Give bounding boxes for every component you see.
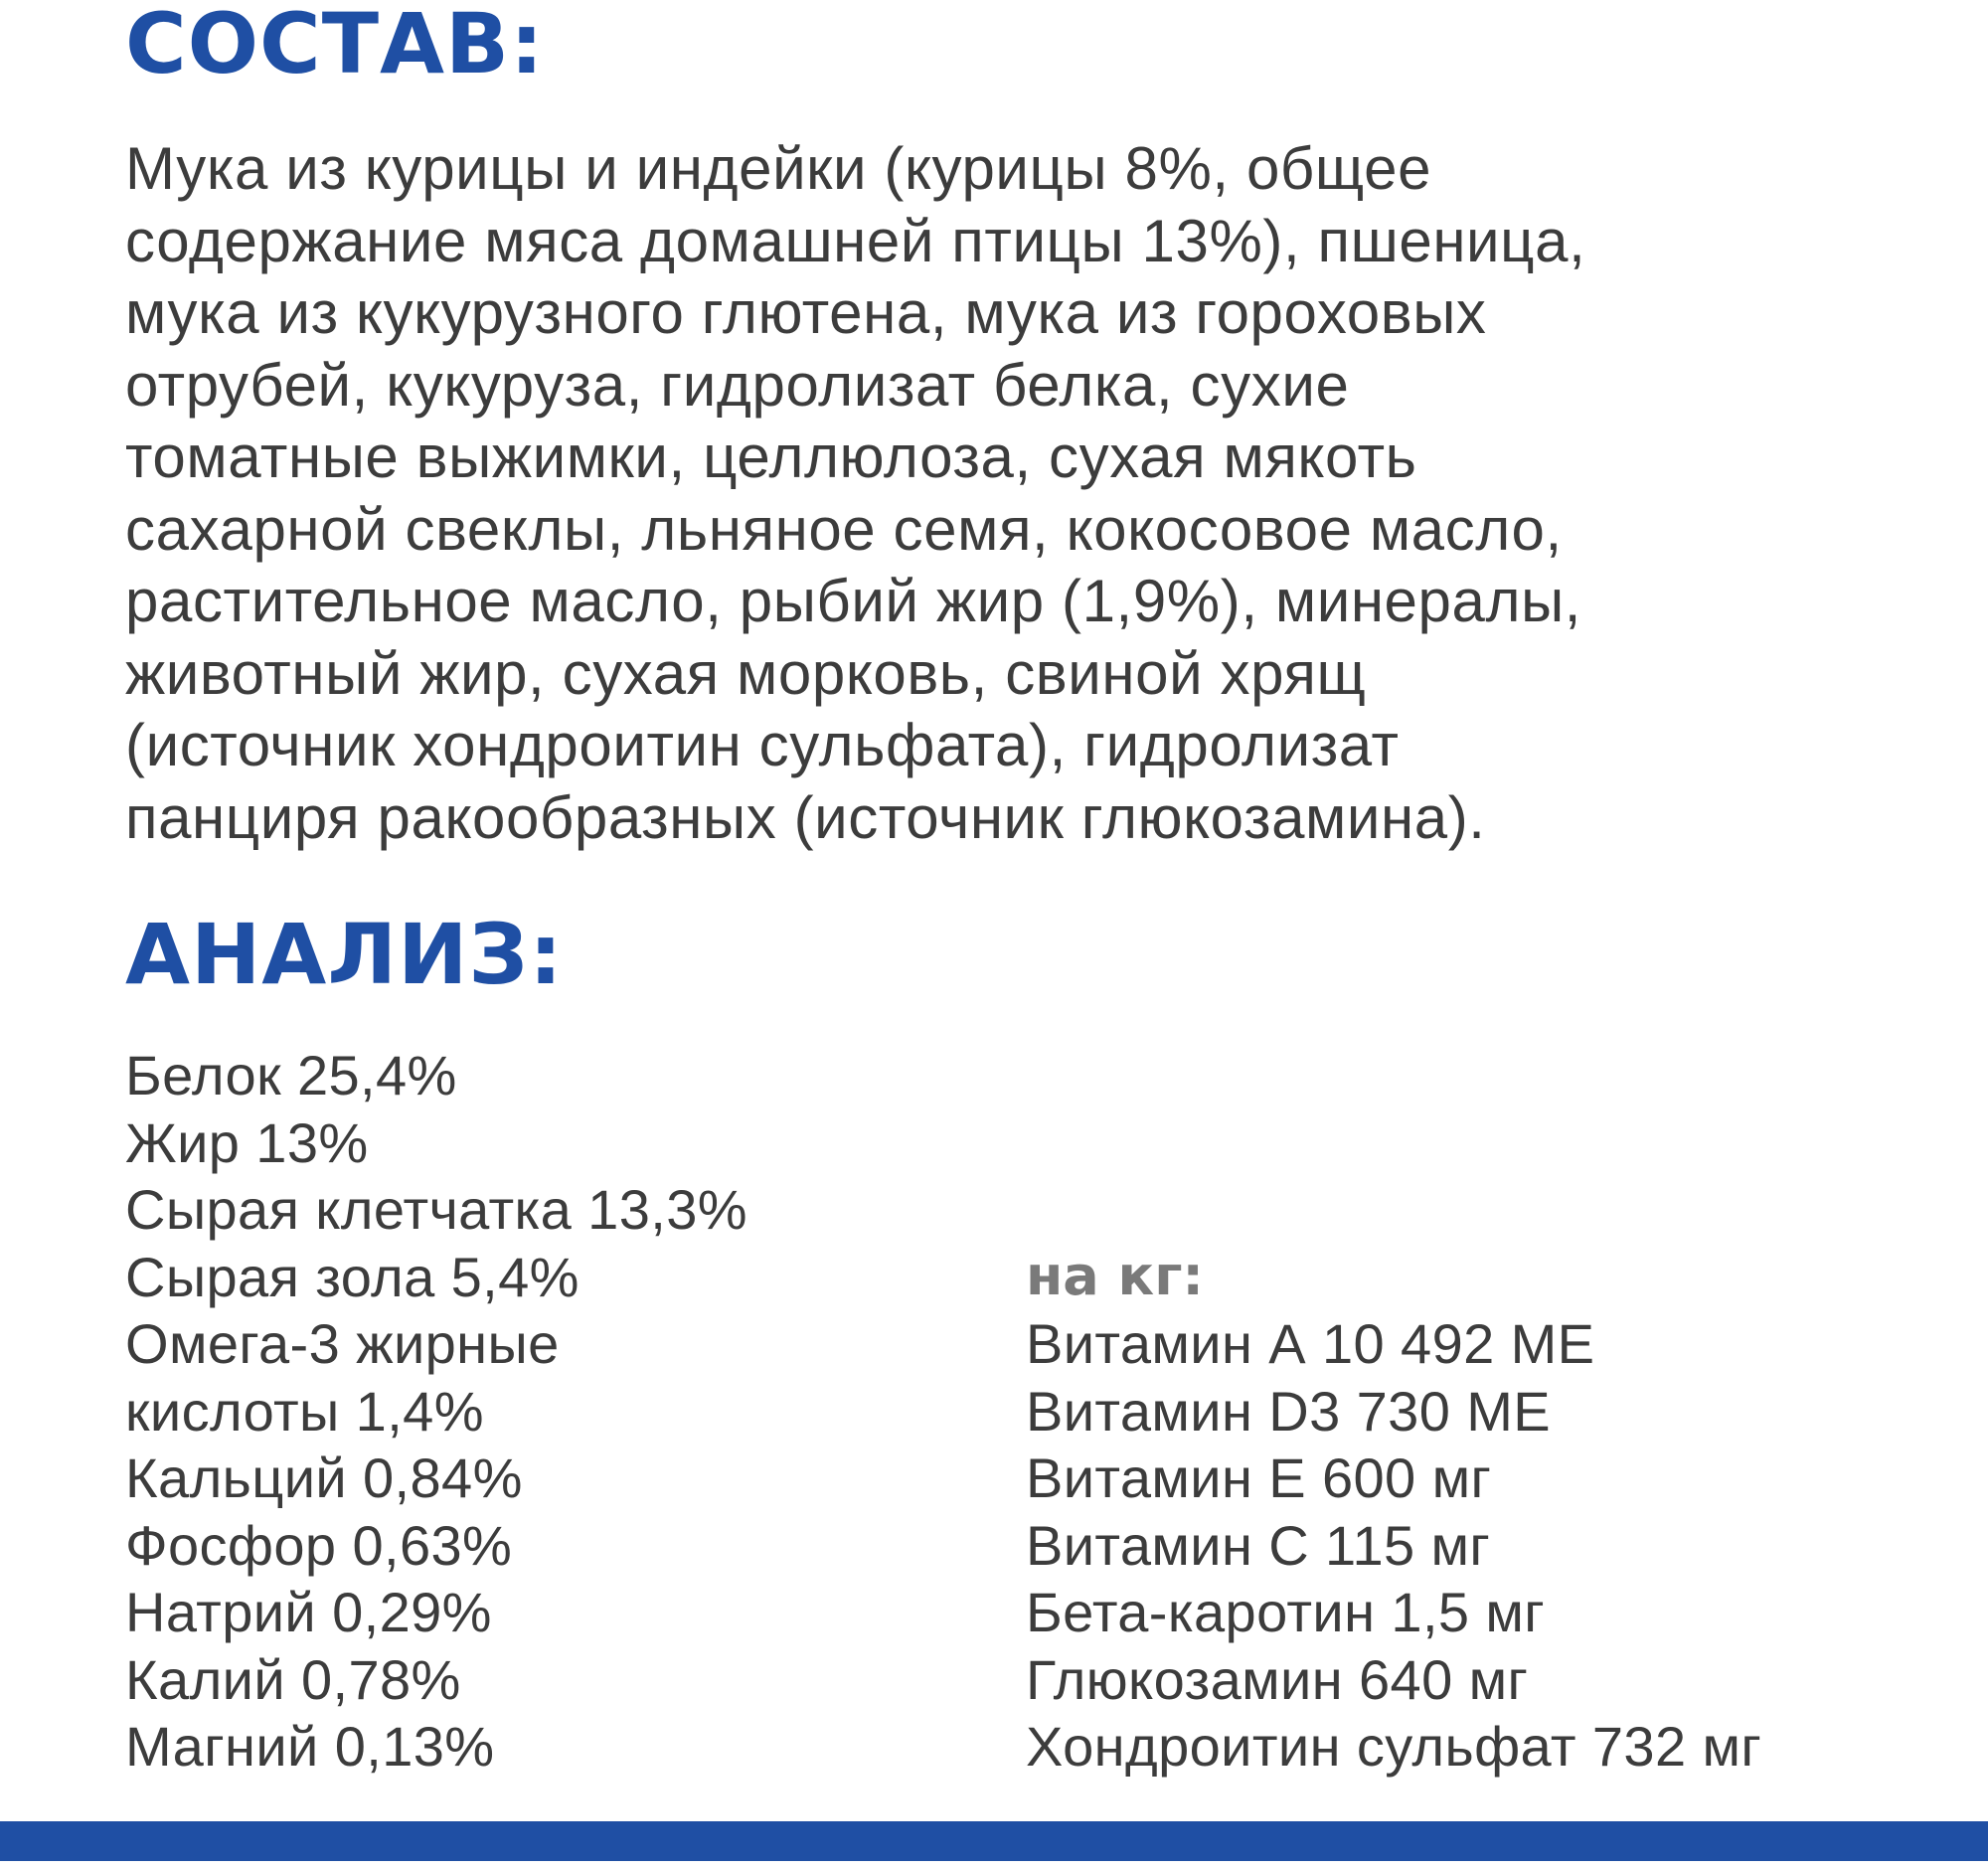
per-kg-title: на кг: [1026,1245,1205,1307]
composition-line: животный жир, сухая морковь, свиной хрящ [125,639,1367,707]
composition-line: сахарной свеклы, льняное семя, кокосовое масло, [125,495,1563,563]
composition-line: отрубей, кукуруза, гидролизат белка, сухие [125,351,1350,419]
per-kg-item: Витамин D3 730 МЕ [1026,1379,1551,1443]
per-kg-item: Глюкозамин 640 мг [1026,1647,1529,1711]
composition-line: мука из кукурузного глютена, мука из гороховых [125,279,1487,346]
per-kg-list [1026,1310,1761,1781]
analysis-item: Омега-3 жирные [125,1312,560,1375]
per-kg-item: Хондроитин сульфат 732 мг [1026,1715,1762,1778]
analysis-item: Калий 0,78% [125,1647,461,1711]
composition-line: панциря ракообразных (источник глюкозамина). [125,783,1486,851]
analysis-item: кислоты 1,4% [125,1379,484,1443]
analysis-item: Жир 13% [125,1110,369,1174]
per-kg-item: Витамин Е 600 мг [1026,1446,1492,1509]
composition-line: Мука из курицы и индейки (курицы 8%, общее [125,135,1432,202]
analysis-item: Натрий 0,29% [125,1581,492,1643]
per-kg-item: Бета-каротин 1,5 мг [1026,1581,1546,1643]
analysis-item: Фосфор 0,63% [125,1513,513,1577]
composition-line: растительное масло, рыбий жир (1,9%), минералы, [125,568,1582,634]
composition-heading: СОСТАВ: [125,0,545,92]
composition-line: содержание мяса домашней птицы 13%), пшеница, [125,207,1586,274]
composition-text [125,133,1964,854]
analysis-item: Сырая зола 5,4% [125,1245,580,1308]
composition-line: (источник хондроитин сульфата), гидролизат [125,712,1400,778]
per-kg-item: Витамин С 115 мг [1026,1513,1491,1577]
analysis-item: Сырая клетчатка 13,3% [125,1178,747,1241]
analysis-item: Магний 0,13% [125,1715,495,1778]
analysis-item: Кальций 0,84% [125,1446,523,1509]
analysis-list [125,1042,747,1781]
bottom-accent-bar [0,1821,1988,1861]
analysis-heading: АНАЛИЗ: [125,906,564,1003]
analysis-item: Белок 25,4% [125,1044,457,1106]
composition-line: томатные выжимки, целлюлоза, сухая мякоть [125,424,1417,490]
per-kg-item: Витамин А 10 492 МЕ [1026,1312,1595,1375]
